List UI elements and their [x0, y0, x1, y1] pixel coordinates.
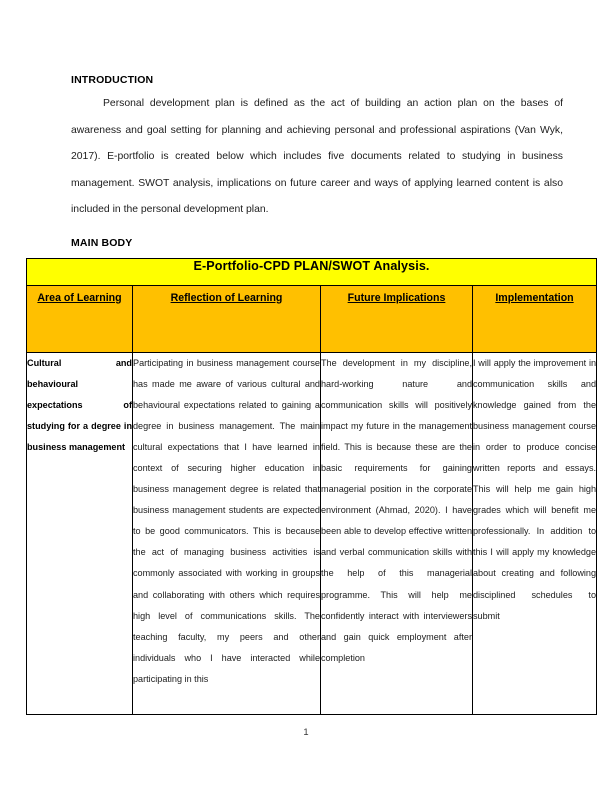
column-header-future-implications-label: Future Implications — [347, 291, 446, 304]
column-header-implementation — [473, 285, 597, 352]
cell-future-implications: The development in my discipline, hard-working nature and communication skills will positively impact my future in the management field. This is because these are the basic requirements for gaining managerial position in the corporate environment (Ahmad, 2020). I have been able to develop effective written and verbal communication skills with the help of this managerial programme. This will help me confidently interact with interviewers and gain quick employment after completion — [321, 352, 473, 714]
column-header-future-implications — [321, 285, 473, 352]
column-header-area-of-learning — [27, 285, 133, 352]
cell-implementation: I will apply the improvement in communication skills and knowledge gained from the business management course in order to produce concise written reports and essays. This will help me gain high grades which will benefit me professionally. In addition to this I will apply my knowledge about creating and following disciplined schedules to submit — [473, 352, 597, 714]
table-row — [27, 352, 597, 714]
page-number: 1 — [303, 726, 309, 737]
column-header-reflection-of-learning-label: Reflection of Learning — [170, 291, 283, 304]
introduction-paragraph: Personal development plan is defined as the act of building an action plan on the bases of awareness and goal setting for planning and achieving personal and professional aspirations (Van Wyk, 2017). E-portfolio is created below which includes five documents related to studying in business management. SWOT analysis, implications on future career and ways of applying learned content is also included in the personal development plan. — [71, 98, 563, 215]
main-body-heading: MAIN BODY — [71, 236, 133, 249]
introduction-heading: INTRODUCTION — [71, 74, 154, 86]
column-header-implementation-label: Implementation — [495, 291, 574, 304]
cell-area-of-learning: Cultural and behavioural expectations of studying for a degree in business management — [27, 352, 133, 714]
table-title-row — [27, 258, 597, 285]
column-header-area-of-learning-label: Area of Learning — [37, 291, 122, 304]
table-title: E-Portfolio-CPD PLAN/SWOT Analysis. — [27, 258, 597, 285]
document-content — [26, 74, 596, 715]
cell-reflection-of-learning: Participating in business management course has made me aware of various cultural and behavioural expectations related to gaining a degree in business management. The main cultural expectations that I have learned in context of securing higher education in business management degree is related that business management students are expected to be good communicators. This is because the act of managing business activities is commonly associated with working in groups and collaborating with others which requires high level of communications skills. The teaching faculty, my peers and other individuals who I have interacted while participating in this — [133, 352, 321, 714]
column-header-reflection-of-learning — [133, 285, 321, 352]
table-header-row — [27, 285, 597, 352]
eportfolio-table — [26, 258, 597, 715]
